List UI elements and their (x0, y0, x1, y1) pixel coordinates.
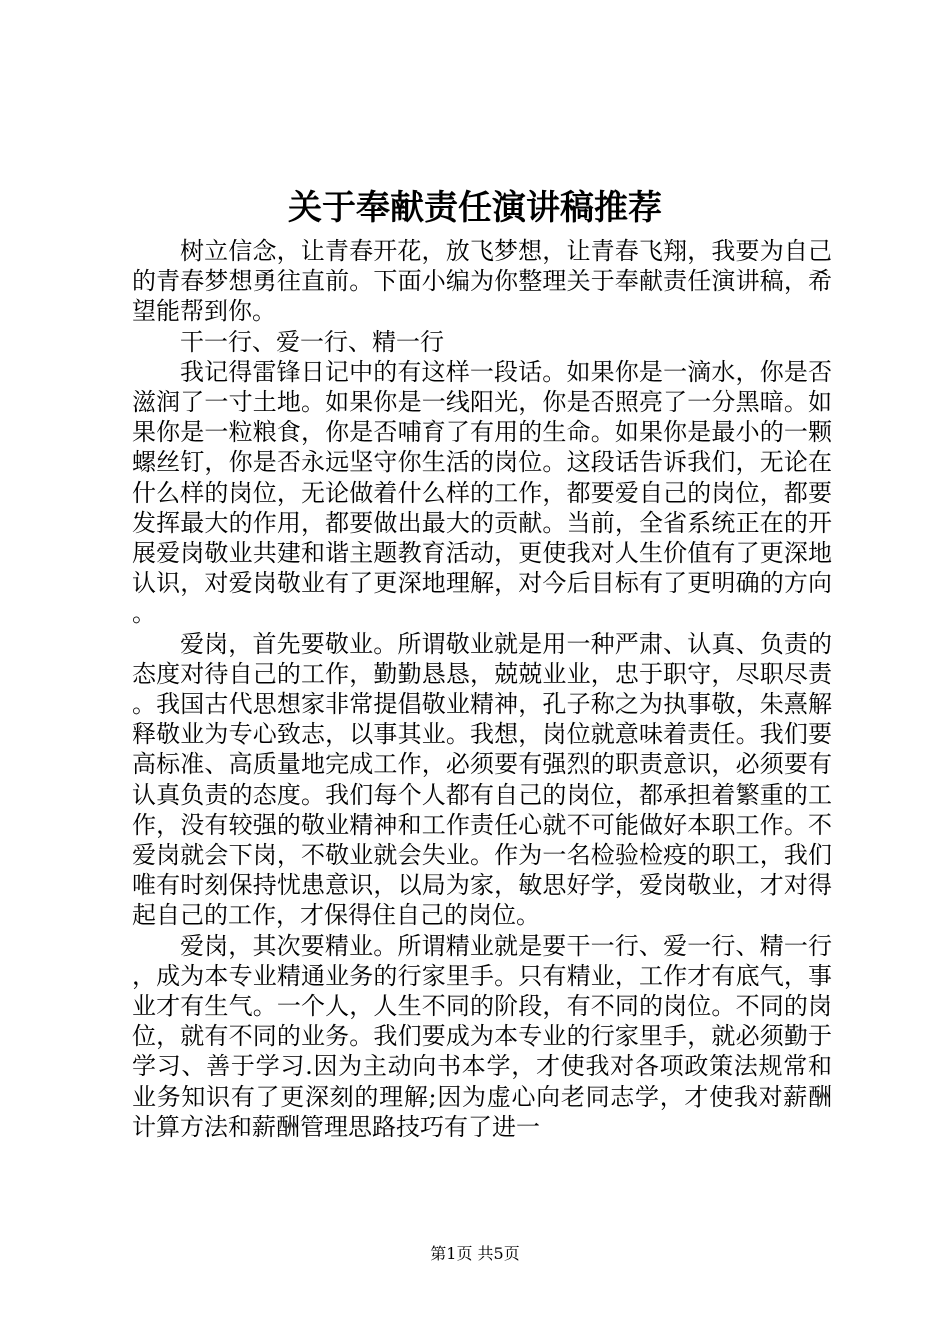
paragraph-subheading: 干一行、爱一行、精一行 (180, 327, 444, 356)
paragraph-intro: 树立信念，让青春开花，放飞梦想，让青春飞翔，我要为自己的青春梦想勇往直前。下面小编为你整理关于奉献责任演讲稿，希望能帮到你。 (132, 237, 832, 326)
paragraph-expertise: 爱岗，其次要精业。所谓精业就是要干一行、爱一行、精一行，成为本专业精通业务的行家里手。只有精业，工作才有底气，事业才有生气。一个人，人生不同的阶段，有不同的岗位。不同的岗位，就有不同的业务。我们要成为本专业的行家里手，就必须勤于学习、善于学习.因为主动向书本学，才使我对各项政策法规常和业务知识有了更深刻的理解;因为虚心向老同志学，才使我对薪酬计算方法和薪酬管理思路技巧有了进一 (132, 931, 832, 1141)
paragraph-leifeng: 我记得雷锋日记中的有这样一段话。如果你是一滴水，你是否滋润了一寸土地。如果你是一线阳光，你是否照亮了一分黑暗。如果你是一粒粮食，你是否哺育了有用的生命。如果你是最小的一颗螺丝钉，你是否永远坚守你生活的岗位。这段话告诉我们，无论在什么样的岗位，无论做着什么样的工作，都要爱自己的岗位，都要发挥最大的作用，都要做出最大的贡献。当前，全省系统正在的开展爱岗敬业共建和谐主题教育活动，更使我对人生价值有了更深地认识，对爱岗敬业有了更深地理解，对今后目标有了更明确的方向。 (132, 357, 832, 628)
document-title: 关于奉献责任演讲稿推荐 (288, 188, 662, 228)
document-body (132, 236, 832, 1142)
paragraph-dedication: 爱岗，首先要敬业。所谓敬业就是用一种严肃、认真、负责的态度对待自己的工作，勤勤恳恳，兢兢业业，忠于职守，尽职尽责。我国古代思想家非常提倡敬业精神，孔子称之为执事敬，朱熹解释敬业为专心致志，以事其业。我想，岗位就意味着责任。我们要高标准、高质量地完成工作，必须要有强烈的职责意识，必须要有认真负责的态度。我们每个人都有自己的岗位，都承担着繁重的工作，没有较强的敬业精神和工作责任心就不可能做好本职工作。不爱岗就会下岗，不敬业就会失业。作为一名检验检疫的职工，我们唯有时刻保持忧患意识，以局为家，敏思好学，爱岗敬业，才对得起自己的工作，才保得住自己的岗位。 (132, 629, 832, 930)
page-footer: 第1页 共5页 (430, 1244, 520, 1263)
